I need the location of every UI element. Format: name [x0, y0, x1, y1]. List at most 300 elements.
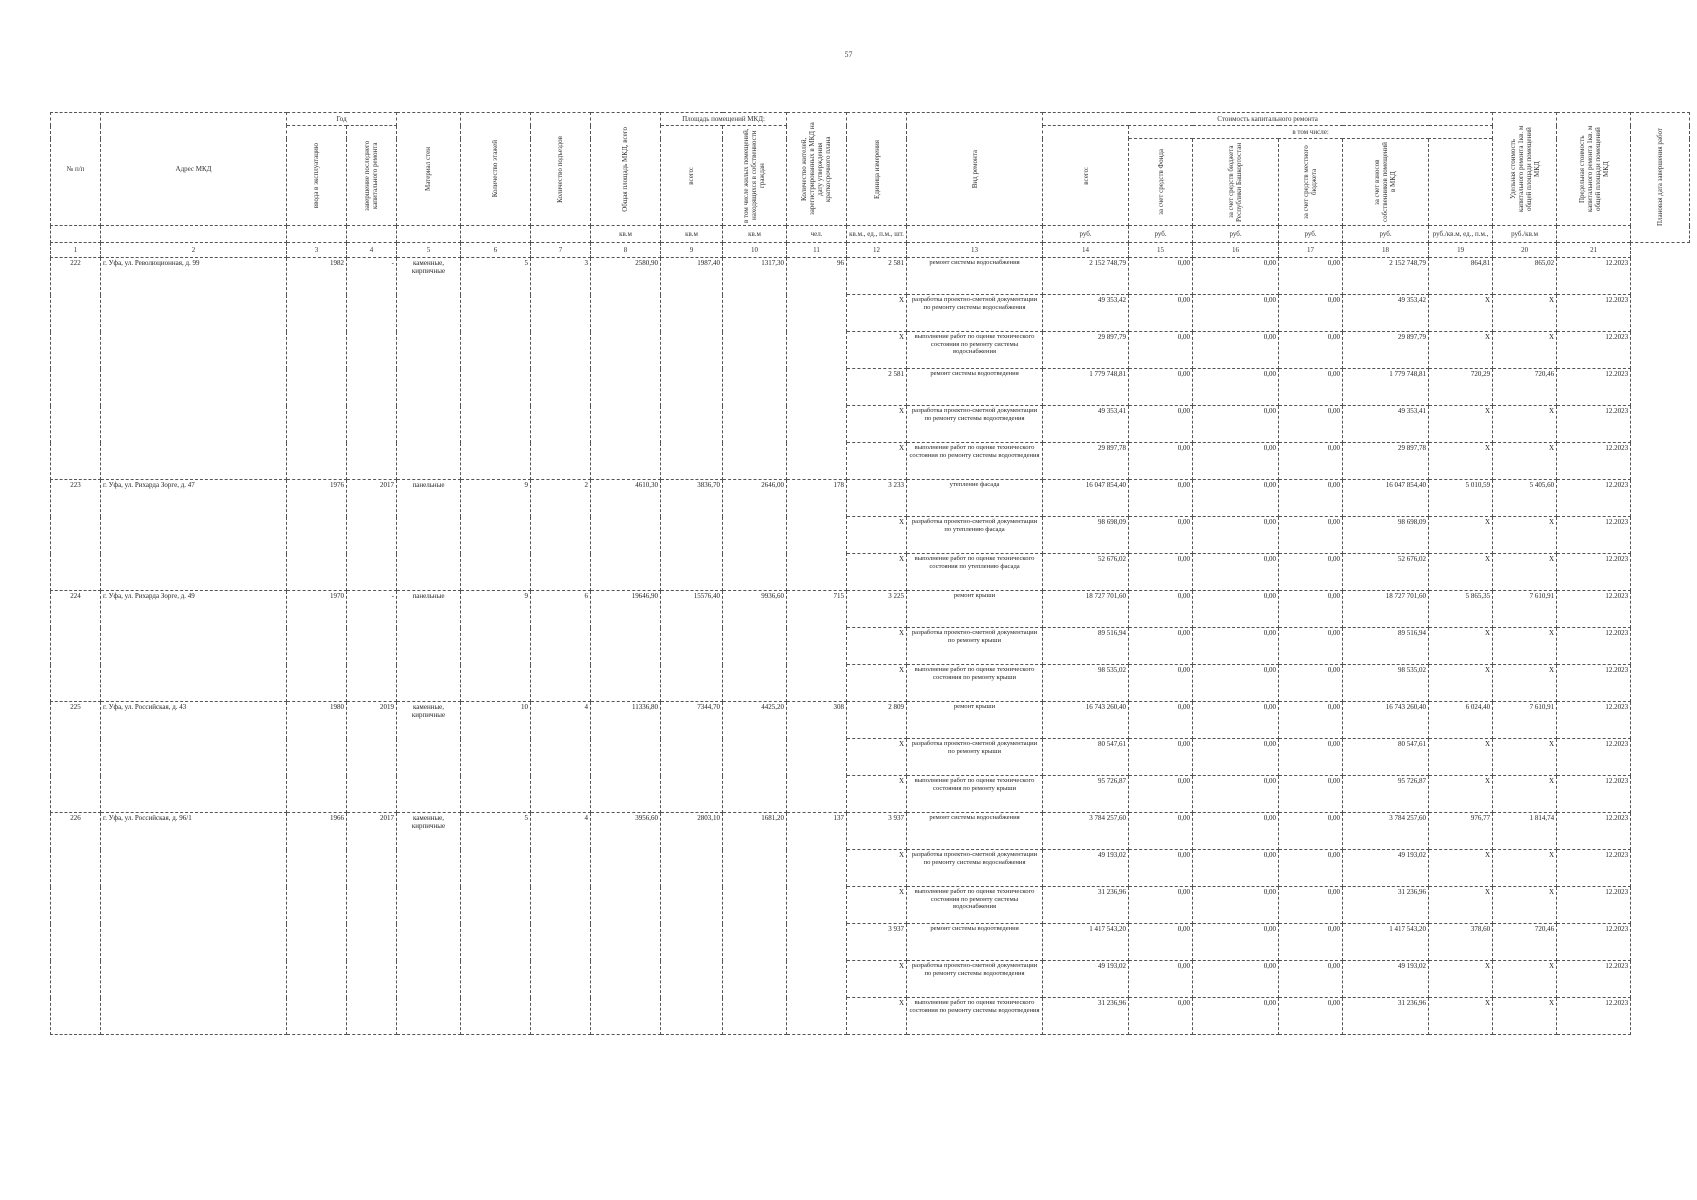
- house-total-area: 3956,60: [591, 813, 661, 1035]
- work-planned-date: 12.2023: [1557, 258, 1631, 295]
- work-cost-local: 0,00: [1279, 258, 1343, 295]
- work-cost-republic: 0,00: [1193, 369, 1279, 406]
- unit-cost-local: руб.: [1279, 226, 1343, 243]
- house-index: 226: [51, 813, 101, 1035]
- column-number: 20: [1493, 243, 1557, 258]
- work-cost-total: 49 193,02: [1043, 850, 1129, 887]
- work-cost-local: 0,00: [1279, 332, 1343, 369]
- work-unit: 2 581: [847, 258, 907, 295]
- work-cost-owners: 49 353,42: [1343, 295, 1429, 332]
- work-planned-date: 12.2023: [1557, 406, 1631, 443]
- work-cost-owners: 16 743 260,40: [1343, 702, 1429, 739]
- work-cost-local: 0,00: [1279, 591, 1343, 628]
- work-cost-local: 0,00: [1279, 665, 1343, 702]
- work-unit-cost: X: [1429, 628, 1493, 665]
- work-cost-owners: 29 897,79: [1343, 332, 1429, 369]
- header-total-area: Общая площадь МКД, всего: [591, 113, 661, 226]
- work-max-cost: 5 405,60: [1493, 480, 1557, 517]
- work-unit-cost: 976,77: [1429, 813, 1493, 850]
- header-address: Адрес МКД: [101, 113, 287, 226]
- work-unit: X: [847, 887, 907, 924]
- work-cost-total: 29 897,79: [1043, 332, 1129, 369]
- work-max-cost: X: [1493, 776, 1557, 813]
- work-planned-date: 12.2023: [1557, 591, 1631, 628]
- work-type: ремонт крыши: [907, 591, 1043, 628]
- work-type: разработка проектно-сметной документации по ремонту крыши: [907, 739, 1043, 776]
- work-unit: X: [847, 961, 907, 998]
- work-unit-cost: 6 024,40: [1429, 702, 1493, 739]
- house-floors: 5: [461, 813, 531, 1035]
- work-planned-date: 12.2023: [1557, 295, 1631, 332]
- work-unit-cost: 5 865,35: [1429, 591, 1493, 628]
- work-cost-fund: 0,00: [1129, 628, 1193, 665]
- repair-plan-sheet: [50, 112, 1690, 1035]
- column-number: 1: [51, 243, 101, 258]
- work-cost-fund: 0,00: [1129, 406, 1193, 443]
- work-type: разработка проектно-сметной документации по утеплению фасада: [907, 517, 1043, 554]
- work-planned-date: 12.2023: [1557, 998, 1631, 1035]
- column-number: 16: [1193, 243, 1279, 258]
- work-type: выполнение работ по оценке технического состояния по ремонту системы водоотведения: [907, 998, 1043, 1035]
- work-planned-date: 12.2023: [1557, 517, 1631, 554]
- work-unit-cost: 864,81: [1429, 258, 1493, 295]
- work-type: разработка проектно-сметной документации по ремонту системы водоотведения: [907, 406, 1043, 443]
- work-unit-cost: X: [1429, 998, 1493, 1035]
- work-cost-fund: 0,00: [1129, 443, 1193, 480]
- header-group-premises: Площадь помещений МКД:: [661, 113, 787, 126]
- house-premises-total: 1987,40: [661, 258, 723, 480]
- work-cost-republic: 0,00: [1193, 813, 1279, 850]
- work-unit-cost: X: [1429, 665, 1493, 702]
- house-address: г. Уфа, ул. Российская, д. 43: [101, 702, 287, 813]
- house-year-commission: 1966: [287, 813, 347, 1035]
- unit-premises-total: кв.м: [661, 226, 723, 243]
- work-unit: 3 937: [847, 813, 907, 850]
- table-body: [51, 258, 1690, 1035]
- column-number: 3: [287, 243, 347, 258]
- house-premises-res: 4425,20: [723, 702, 787, 813]
- work-cost-republic: 0,00: [1193, 591, 1279, 628]
- work-cost-owners: 49 193,02: [1343, 850, 1429, 887]
- work-cost-local: 0,00: [1279, 850, 1343, 887]
- work-cost-owners: 95 726,87: [1343, 776, 1429, 813]
- unit-unit: кв.м., ед., п.м., шт.: [847, 226, 907, 243]
- work-unit: X: [847, 295, 907, 332]
- work-unit-cost: X: [1429, 887, 1493, 924]
- work-max-cost: X: [1493, 739, 1557, 776]
- work-cost-republic: 0,00: [1193, 665, 1279, 702]
- house-premises-res: 9936,60: [723, 591, 787, 702]
- unit-premises-res: кв.м: [723, 226, 787, 243]
- work-cost-owners: 89 516,94: [1343, 628, 1429, 665]
- work-unit: X: [847, 776, 907, 813]
- house-year-commission: 1980: [287, 702, 347, 813]
- header-cost-local: за счет средств местного бюджета: [1279, 139, 1343, 226]
- work-cost-republic: 0,00: [1193, 702, 1279, 739]
- header-premises-total: всего:: [661, 126, 723, 226]
- column-number: 2: [101, 243, 287, 258]
- header-cost-fund: за счет средств Фонда: [1129, 139, 1193, 226]
- house-index: 222: [51, 258, 101, 480]
- work-cost-owners: 80 547,61: [1343, 739, 1429, 776]
- house-premises-res: 1317,30: [723, 258, 787, 480]
- work-max-cost: X: [1493, 998, 1557, 1035]
- work-cost-total: 31 236,96: [1043, 998, 1129, 1035]
- column-number: 14: [1043, 243, 1129, 258]
- column-number: 8: [591, 243, 661, 258]
- work-cost-total: 98 698,09: [1043, 517, 1129, 554]
- work-cost-local: 0,00: [1279, 295, 1343, 332]
- work-cost-local: 0,00: [1279, 517, 1343, 554]
- work-unit-cost: X: [1429, 406, 1493, 443]
- column-number: 4: [347, 243, 397, 258]
- header-wall-material: Материал стен: [397, 113, 461, 226]
- work-cost-owners: 31 236,96: [1343, 998, 1429, 1035]
- work-unit: 3 233: [847, 480, 907, 517]
- work-planned-date: 12.2023: [1557, 924, 1631, 961]
- house-wall-material: каменные, кирпичные: [397, 702, 461, 813]
- table-row: [51, 702, 1690, 739]
- work-max-cost: 865,02: [1493, 258, 1557, 295]
- work-cost-republic: 0,00: [1193, 739, 1279, 776]
- work-cost-fund: 0,00: [1129, 850, 1193, 887]
- work-cost-local: 0,00: [1279, 369, 1343, 406]
- work-planned-date: 12.2023: [1557, 813, 1631, 850]
- unit-area-total: кв.м: [591, 226, 661, 243]
- work-type: выполнение работ по оценке технического состояния по ремонту крыши: [907, 665, 1043, 702]
- work-cost-fund: 0,00: [1129, 554, 1193, 591]
- table-header: [51, 113, 1690, 258]
- work-planned-date: 12.2023: [1557, 702, 1631, 739]
- house-residents: 308: [787, 702, 847, 813]
- work-cost-republic: 0,00: [1193, 924, 1279, 961]
- table-row: [51, 258, 1690, 295]
- work-cost-total: 16 047 854,40: [1043, 480, 1129, 517]
- column-number: 15: [1129, 243, 1193, 258]
- house-entrances: 4: [531, 702, 591, 813]
- work-cost-republic: 0,00: [1193, 850, 1279, 887]
- column-number: 11: [787, 243, 847, 258]
- work-max-cost: 1 814,74: [1493, 813, 1557, 850]
- work-cost-republic: 0,00: [1193, 332, 1279, 369]
- work-cost-local: 0,00: [1279, 924, 1343, 961]
- house-premises-res: 2646,00: [723, 480, 787, 591]
- work-max-cost: X: [1493, 628, 1557, 665]
- work-unit: X: [847, 628, 907, 665]
- work-max-cost: 720,46: [1493, 924, 1557, 961]
- header-unit-cost: Удельная стоимость капитального ремонта 1кв. м общей площади помещений МКД: [1493, 113, 1557, 226]
- header-residents: Количество жителей, зарегистрированных в МКД на дату утверждения краткосрочного плана: [787, 113, 847, 226]
- house-index: 225: [51, 702, 101, 813]
- work-unit: X: [847, 739, 907, 776]
- work-cost-fund: 0,00: [1129, 480, 1193, 517]
- work-cost-total: 95 726,87: [1043, 776, 1129, 813]
- column-number: 19: [1429, 243, 1493, 258]
- work-unit-cost: 378,60: [1429, 924, 1493, 961]
- house-address: г. Уфа, ул. Российская, д. 96/1: [101, 813, 287, 1035]
- work-cost-republic: 0,00: [1193, 776, 1279, 813]
- work-unit: 2 809: [847, 702, 907, 739]
- work-unit: 3 225: [847, 591, 907, 628]
- header-units-row: [51, 226, 1690, 243]
- house-premises-total: 15576,40: [661, 591, 723, 702]
- work-cost-fund: 0,00: [1129, 702, 1193, 739]
- column-number: 5: [397, 243, 461, 258]
- work-unit-cost: X: [1429, 961, 1493, 998]
- house-year-commission: 1970: [287, 591, 347, 702]
- work-cost-local: 0,00: [1279, 480, 1343, 517]
- work-max-cost: X: [1493, 961, 1557, 998]
- house-entrances: 6: [531, 591, 591, 702]
- work-cost-republic: 0,00: [1193, 295, 1279, 332]
- work-unit: X: [847, 332, 907, 369]
- work-unit-cost: X: [1429, 517, 1493, 554]
- work-cost-fund: 0,00: [1129, 961, 1193, 998]
- header-floors: Количество этажей: [461, 113, 531, 226]
- work-max-cost: X: [1493, 295, 1557, 332]
- house-premises-total: 3836,70: [661, 480, 723, 591]
- unit-max-cost: руб./кв.м: [1493, 226, 1557, 243]
- house-year-last-repair: -: [347, 258, 397, 480]
- work-max-cost: X: [1493, 554, 1557, 591]
- work-unit: 3 937: [847, 924, 907, 961]
- column-number: 12: [847, 243, 907, 258]
- column-numbers-row: [51, 243, 1690, 258]
- unit-cost-total: руб.: [1043, 226, 1129, 243]
- work-cost-fund: 0,00: [1129, 998, 1193, 1035]
- work-planned-date: 12.2023: [1557, 776, 1631, 813]
- page-number: 57: [844, 50, 853, 59]
- work-unit: X: [847, 998, 907, 1035]
- work-type: разработка проектно-сметной документации по ремонту системы водоотведения: [907, 961, 1043, 998]
- table-row: [51, 480, 1690, 517]
- work-cost-republic: 0,00: [1193, 443, 1279, 480]
- work-unit: 2 581: [847, 369, 907, 406]
- work-max-cost: X: [1493, 517, 1557, 554]
- house-floors: 5: [461, 258, 531, 480]
- header-cost-spacer: [1429, 139, 1493, 226]
- work-cost-republic: 0,00: [1193, 628, 1279, 665]
- work-cost-total: 49 353,42: [1043, 295, 1129, 332]
- work-unit: X: [847, 665, 907, 702]
- house-total-area: 19646,90: [591, 591, 661, 702]
- work-cost-local: 0,00: [1279, 628, 1343, 665]
- house-address: г. Уфа, ул. Рихарда Зорге, д. 49: [101, 591, 287, 702]
- house-year-last-repair: 2017: [347, 480, 397, 591]
- work-planned-date: 12.2023: [1557, 332, 1631, 369]
- work-cost-republic: 0,00: [1193, 406, 1279, 443]
- house-floors: 9: [461, 591, 531, 702]
- work-planned-date: 12.2023: [1557, 443, 1631, 480]
- work-cost-republic: 0,00: [1193, 258, 1279, 295]
- work-cost-total: 49 353,41: [1043, 406, 1129, 443]
- work-type: выполнение работ по оценке технического состояния по ремонту системы водоотведения: [907, 443, 1043, 480]
- unit-residents: чел.: [787, 226, 847, 243]
- house-year-commission: 1982: [287, 258, 347, 480]
- work-cost-owners: 18 727 701,60: [1343, 591, 1429, 628]
- work-max-cost: X: [1493, 665, 1557, 702]
- work-cost-owners: 31 236,96: [1343, 887, 1429, 924]
- work-cost-fund: 0,00: [1129, 924, 1193, 961]
- header-group-including: в том числе:: [1129, 126, 1493, 139]
- house-address: г. Уфа, ул. Рихарда Зорге, д. 47: [101, 480, 287, 591]
- work-cost-fund: 0,00: [1129, 665, 1193, 702]
- work-cost-republic: 0,00: [1193, 554, 1279, 591]
- house-total-area: 11336,80: [591, 702, 661, 813]
- work-cost-total: 98 535,02: [1043, 665, 1129, 702]
- work-cost-total: 2 152 748,79: [1043, 258, 1129, 295]
- work-type: выполнение работ по оценке технического состояния по ремонту крыши: [907, 776, 1043, 813]
- house-year-last-repair: 2019: [347, 702, 397, 813]
- header-year-commission: ввода в эксплуатацию: [287, 126, 347, 226]
- house-entrances: 3: [531, 258, 591, 480]
- unit-cost-republic: руб.: [1193, 226, 1279, 243]
- work-cost-fund: 0,00: [1129, 295, 1193, 332]
- house-year-last-repair: 2017: [347, 813, 397, 1035]
- house-floors: 10: [461, 702, 531, 813]
- work-planned-date: 12.2023: [1557, 554, 1631, 591]
- work-cost-republic: 0,00: [1193, 961, 1279, 998]
- house-index: 224: [51, 591, 101, 702]
- house-wall-material: панельные: [397, 591, 461, 702]
- work-cost-local: 0,00: [1279, 406, 1343, 443]
- column-number: 6: [461, 243, 531, 258]
- work-planned-date: 12.2023: [1557, 887, 1631, 924]
- work-cost-owners: 3 784 257,60: [1343, 813, 1429, 850]
- work-cost-owners: 49 353,41: [1343, 406, 1429, 443]
- work-cost-total: 16 743 260,40: [1043, 702, 1129, 739]
- work-cost-local: 0,00: [1279, 776, 1343, 813]
- work-cost-fund: 0,00: [1129, 369, 1193, 406]
- work-cost-local: 0,00: [1279, 887, 1343, 924]
- work-cost-total: 80 547,61: [1043, 739, 1129, 776]
- work-cost-fund: 0,00: [1129, 332, 1193, 369]
- work-cost-fund: 0,00: [1129, 813, 1193, 850]
- work-cost-fund: 0,00: [1129, 258, 1193, 295]
- house-residents: 96: [787, 258, 847, 480]
- work-cost-fund: 0,00: [1129, 591, 1193, 628]
- header-group-cost: Стоимость капитального ремонта: [1043, 113, 1493, 126]
- column-number: 7: [531, 243, 591, 258]
- column-number: 17: [1279, 243, 1343, 258]
- work-cost-owners: 1 779 748,81: [1343, 369, 1429, 406]
- work-max-cost: X: [1493, 850, 1557, 887]
- work-cost-fund: 0,00: [1129, 739, 1193, 776]
- work-cost-owners: 98 535,02: [1343, 665, 1429, 702]
- column-number: 21: [1557, 243, 1631, 258]
- work-type: разработка проектно-сметной документации по ремонту системы водоснабжения: [907, 295, 1043, 332]
- house-total-area: 2580,90: [591, 258, 661, 480]
- work-cost-local: 0,00: [1279, 443, 1343, 480]
- work-type: ремонт системы водоснабжения: [907, 258, 1043, 295]
- work-planned-date: 12.2023: [1557, 850, 1631, 887]
- work-type: ремонт системы водоотведения: [907, 369, 1043, 406]
- unit-unit-cost: руб./кв.м, ед., п.м.,: [1429, 226, 1493, 243]
- work-type: ремонт крыши: [907, 702, 1043, 739]
- header-unit: Единица измерения: [847, 113, 907, 226]
- header-year-last-repair: завершение последнего капитального ремонта: [347, 126, 397, 226]
- work-cost-fund: 0,00: [1129, 887, 1193, 924]
- work-cost-total: 31 236,96: [1043, 887, 1129, 924]
- work-cost-local: 0,00: [1279, 998, 1343, 1035]
- work-cost-owners: 49 193,02: [1343, 961, 1429, 998]
- header-work-type: Вид ремонта: [907, 113, 1043, 226]
- work-planned-date: 12.2023: [1557, 665, 1631, 702]
- work-unit-cost: X: [1429, 554, 1493, 591]
- work-type: ремонт системы водоснабжения: [907, 813, 1043, 850]
- work-max-cost: X: [1493, 332, 1557, 369]
- house-residents: 137: [787, 813, 847, 1035]
- work-unit-cost: X: [1429, 295, 1493, 332]
- work-cost-owners: 29 897,78: [1343, 443, 1429, 480]
- work-cost-local: 0,00: [1279, 739, 1343, 776]
- work-cost-owners: 1 417 543,20: [1343, 924, 1429, 961]
- work-max-cost: X: [1493, 887, 1557, 924]
- work-planned-date: 12.2023: [1557, 628, 1631, 665]
- house-residents: 715: [787, 591, 847, 702]
- work-max-cost: 720,46: [1493, 369, 1557, 406]
- work-unit-cost: X: [1429, 850, 1493, 887]
- table-row: [51, 591, 1690, 628]
- work-unit: X: [847, 406, 907, 443]
- house-address: г. Уфа, ул. Революционная, д. 99: [101, 258, 287, 480]
- work-cost-owners: 16 047 854,40: [1343, 480, 1429, 517]
- house-wall-material: каменные, кирпичные: [397, 258, 461, 480]
- work-unit-cost: 720,29: [1429, 369, 1493, 406]
- work-type: разработка проектно-сметной документации по ремонту крыши: [907, 628, 1043, 665]
- house-index: 223: [51, 480, 101, 591]
- header-index: № п/п: [51, 113, 101, 226]
- house-wall-material: каменные, кирпичные: [397, 813, 461, 1035]
- work-planned-date: 12.2023: [1557, 369, 1631, 406]
- house-year-last-repair: -: [347, 591, 397, 702]
- header-entrances: Количество подъездов: [531, 113, 591, 226]
- work-unit: X: [847, 443, 907, 480]
- work-cost-local: 0,00: [1279, 702, 1343, 739]
- header-premises-residential: в том числе жилых помещений, находящихся в собственности граждан: [723, 126, 787, 226]
- unit-cost-owners: руб.: [1343, 226, 1429, 243]
- header-cost-republic: за счет средств бюджета Республики Башкортостан: [1193, 139, 1279, 226]
- header-group-year: Год: [287, 113, 397, 126]
- work-planned-date: 12.2023: [1557, 739, 1631, 776]
- work-cost-republic: 0,00: [1193, 480, 1279, 517]
- work-type: выполнение работ по оценке технического состояния по утеплению фасада: [907, 554, 1043, 591]
- house-entrances: 2: [531, 480, 591, 591]
- repair-plan-table: [50, 112, 1690, 1035]
- work-cost-owners: 98 698,09: [1343, 517, 1429, 554]
- work-type: выполнение работ по оценке технического состояния по ремонту системы водоснабжения: [907, 887, 1043, 924]
- house-floors: 9: [461, 480, 531, 591]
- unit-cost-fund: руб.: [1129, 226, 1193, 243]
- column-number: 9: [661, 243, 723, 258]
- work-cost-total: 3 784 257,60: [1043, 813, 1129, 850]
- house-entrances: 4: [531, 813, 591, 1035]
- work-cost-republic: 0,00: [1193, 517, 1279, 554]
- work-planned-date: 12.2023: [1557, 480, 1631, 517]
- work-type: разработка проектно-сметной документации по ремонту системы водоснабжения: [907, 850, 1043, 887]
- work-cost-local: 0,00: [1279, 554, 1343, 591]
- work-cost-fund: 0,00: [1129, 776, 1193, 813]
- house-total-area: 4610,30: [591, 480, 661, 591]
- house-year-commission: 1976: [287, 480, 347, 591]
- work-cost-local: 0,00: [1279, 961, 1343, 998]
- work-unit: X: [847, 554, 907, 591]
- header-cost-total: всего:: [1043, 126, 1129, 226]
- house-residents: 178: [787, 480, 847, 591]
- work-cost-republic: 0,00: [1193, 998, 1279, 1035]
- work-planned-date: 12.2023: [1557, 961, 1631, 998]
- work-cost-total: 18 727 701,60: [1043, 591, 1129, 628]
